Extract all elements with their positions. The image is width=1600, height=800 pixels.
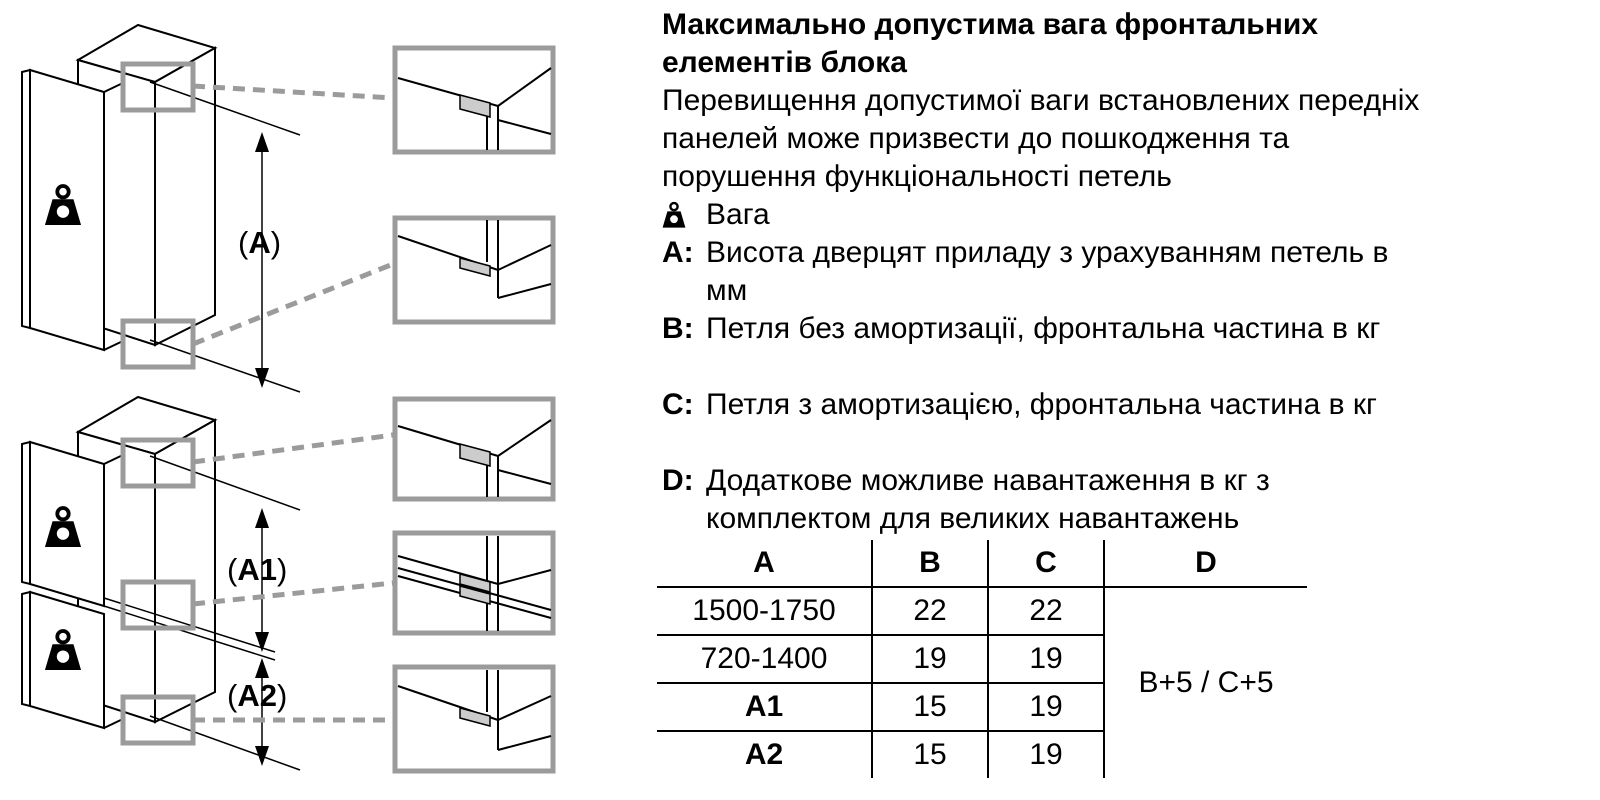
legend-d-text-2: комплектом для великих навантажень xyxy=(706,502,1240,535)
legend-a xyxy=(662,234,1592,310)
installation-diagram xyxy=(0,0,660,800)
fridge-single-door xyxy=(22,25,215,350)
table-cell: A1 xyxy=(657,683,872,731)
dimension-label-a2: (A2) xyxy=(227,678,288,713)
table-cell: 15 xyxy=(872,683,988,731)
legend-c-key: C: xyxy=(662,388,694,421)
weight-icon xyxy=(662,196,706,234)
table-cell: 19 xyxy=(872,635,988,683)
table-header-a: A xyxy=(657,540,872,587)
table-cell: 22 xyxy=(988,587,1104,635)
hinge-detail-top-2 xyxy=(395,218,553,322)
load-table xyxy=(657,540,1307,778)
table-row xyxy=(657,587,1307,635)
table-cell: 19 xyxy=(988,731,1104,778)
intro-line-1: Перевищення допустимої ваги встановлених передніх xyxy=(662,84,1420,117)
legend-d-text-1: Додаткове можливе навантаження в кг з xyxy=(706,464,1270,497)
legend-weight xyxy=(662,196,1592,234)
legend-c-text: Петля з амортизацією, фронтальна частина в кг xyxy=(706,388,1377,421)
table-cell: 22 xyxy=(872,587,988,635)
table-header-b: B xyxy=(872,540,988,587)
hinge-detail-bottom-3 xyxy=(395,667,553,771)
intro-line-3: порушення функціональності петель xyxy=(662,160,1172,193)
hinge-detail-bottom-2 xyxy=(395,533,553,633)
legend-a-key: A: xyxy=(662,236,694,269)
table-cell: 15 xyxy=(872,731,988,778)
table-header-row xyxy=(657,540,1307,587)
legend-b-text: Петля без амортизації, фронтальна частина в кг xyxy=(706,312,1381,345)
table-cell: 19 xyxy=(988,683,1104,731)
dimension-label-a1: (A1) xyxy=(227,552,288,587)
table-cell: 720-1400 xyxy=(657,635,872,683)
legend-c xyxy=(662,386,1592,424)
fridge-two-doors xyxy=(22,397,215,728)
table-header-d: D xyxy=(1104,540,1307,587)
legend-a-text-1: Висота дверцят приладу з урахуванням петель в xyxy=(706,236,1389,269)
legend-weight-label: Вага xyxy=(706,198,770,231)
legend-d-key: D: xyxy=(662,464,694,497)
heading-line-2: елементів блока xyxy=(662,46,907,79)
intro-line-2: панелей може призвести до пошкодження та xyxy=(662,122,1290,155)
table-cell: A2 xyxy=(744,738,784,771)
table-header-c: C xyxy=(988,540,1104,587)
legend-b xyxy=(662,310,1592,348)
dimension-label-a: (A) xyxy=(238,225,282,260)
legend-d xyxy=(662,462,1592,538)
table-cell-d-value: B+5 / C+5 xyxy=(1104,587,1307,778)
heading-line-1: Максимально допустима вага фронтальних xyxy=(662,8,1319,41)
legend-b-key: B: xyxy=(662,312,694,345)
legend-a-text-2: мм xyxy=(706,274,748,307)
hinge-detail-top-1 xyxy=(395,48,553,152)
hinge-detail-bottom-1 xyxy=(395,399,553,499)
text-block xyxy=(662,6,1592,538)
table-cell: 19 xyxy=(988,635,1104,683)
table-cell: 1500-1750 xyxy=(657,587,872,635)
